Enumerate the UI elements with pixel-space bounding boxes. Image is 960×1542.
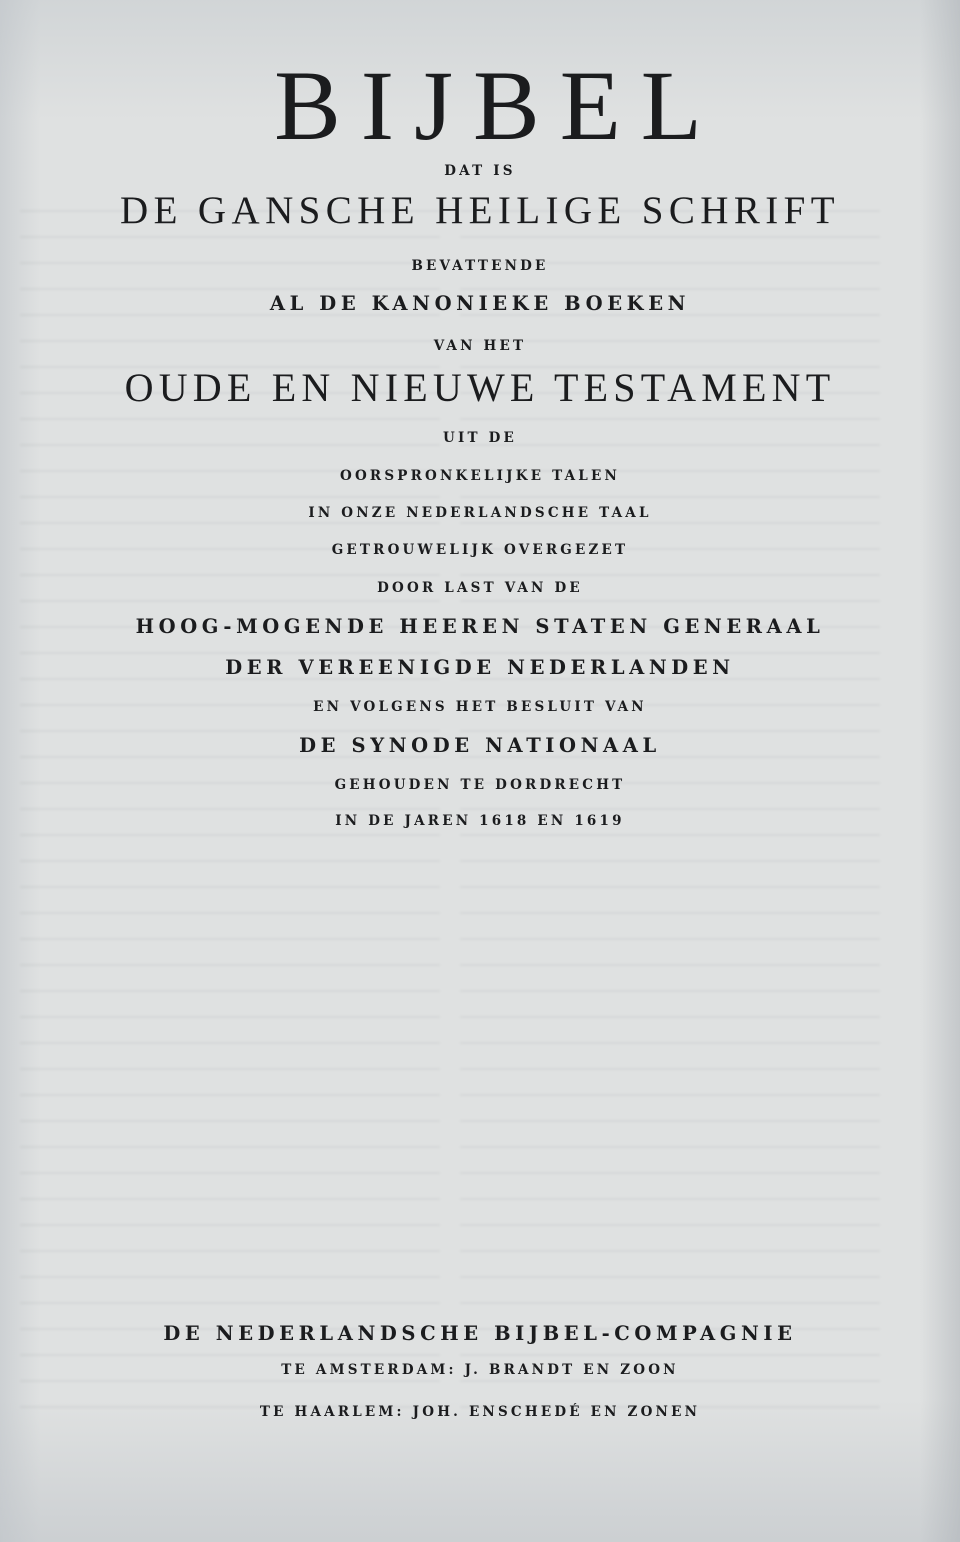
line-uit-de: UIT DE — [442, 430, 518, 446]
publisher-amsterdam: TE AMSTERDAM: J. BRANDT EN ZOON — [281, 1362, 679, 1378]
line-dat-is: DAT IS — [444, 163, 516, 179]
line-dordrecht: GEHOUDEN TE DORDRECHT — [334, 777, 626, 793]
line-overgezet: GETROUWELIJK OVERGEZET — [331, 542, 629, 558]
line-oorspronkelijke-talen: OORSPRONKELIJKE TALEN — [339, 468, 620, 484]
line-synode-nationaal: DE SYNODE NATIONAAL — [299, 734, 661, 757]
line-besluit: EN VOLGENS HET BESLUIT VAN — [313, 699, 647, 715]
line-jaren: IN DE JAREN 1618 EN 1619 — [335, 813, 625, 829]
line-bevattende: BEVATTENDE — [411, 258, 549, 274]
line-vereenigde-nederlanden: DER VEREENIGDE NEDERLANDEN — [225, 656, 735, 679]
line-kanonieke-boeken: AL DE KANONIEKE BOEKEN — [269, 292, 691, 315]
publisher-name: DE NEDERLANDSCHE BIJBEL-COMPAGNIE — [163, 1322, 797, 1345]
line-staten-generaal: HOOG-MOGENDE HEEREN STATEN GENERAAL — [135, 615, 825, 638]
publisher-haarlem: TE HAARLEM: JOH. ENSCHEDÉ EN ZONEN — [259, 1404, 701, 1420]
line-nederlandsche-taal: IN ONZE NEDERLANDSCHE TAAL — [308, 505, 652, 521]
line-door-last: DOOR LAST VAN DE — [377, 580, 583, 596]
page-title: BIJBEL — [274, 50, 722, 161]
line-heilige-schrift: DE GANSCHE HEILIGE SCHRIFT — [120, 189, 840, 232]
line-testament: OUDE EN NIEUWE TESTAMENT — [124, 365, 836, 410]
line-van-het: VAN HET — [433, 338, 527, 354]
